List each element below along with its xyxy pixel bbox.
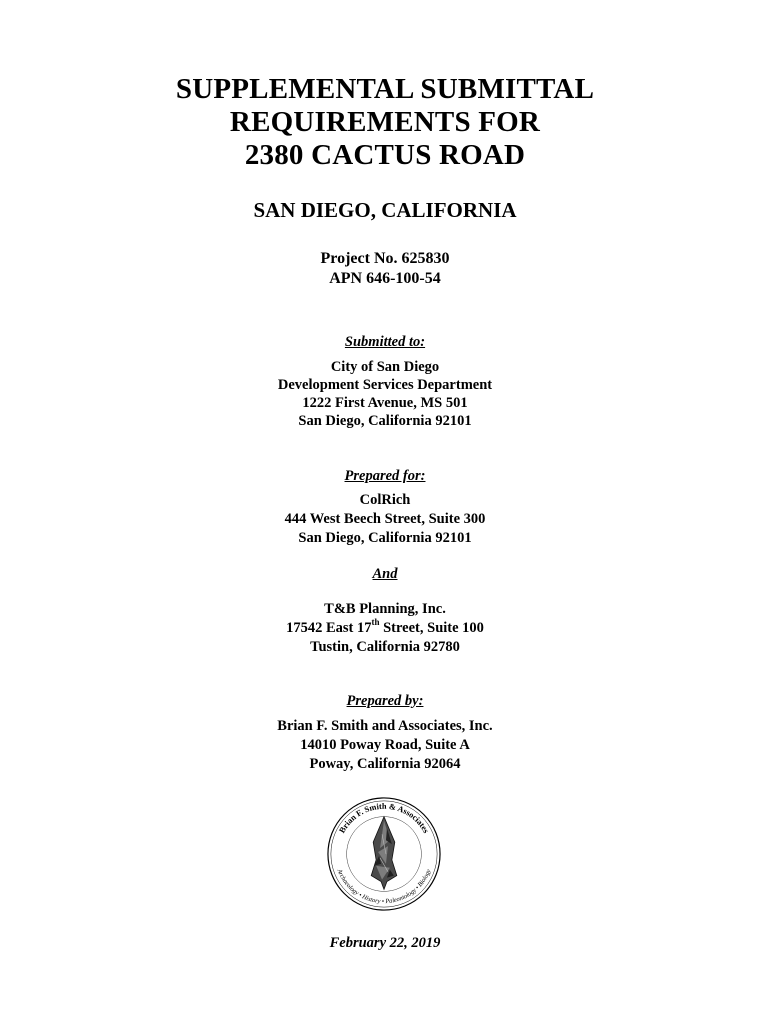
submitted-to-line: City of San Diego <box>330 359 440 375</box>
prepared-for-second-street <box>0 619 770 637</box>
project-number: Project No. 625830 <box>320 250 450 267</box>
prepared-for-line: 444 West Beech Street, Suite 300 <box>284 511 486 527</box>
submitted-to-line: 1222 First Avenue, MS 501 <box>302 395 468 411</box>
submitted-to-heading: Submitted to: <box>344 334 426 350</box>
location-subtitle: SAN DIEGO, CALIFORNIA <box>253 198 517 222</box>
apn-number: APN 646-100-54 <box>329 270 441 287</box>
prepared-by-line: Brian F. Smith and Associates, Inc. <box>277 718 493 734</box>
street-prefix: 17542 East 17 <box>286 620 372 636</box>
prepared-for-second-city: Tustin, California 92780 <box>310 639 460 655</box>
submitted-to-line: Development Services Department <box>277 377 493 393</box>
submitted-to-line: San Diego, California 92101 <box>298 413 472 429</box>
title-line-1: SUPPLEMENTAL SUBMITTAL <box>175 73 595 105</box>
prepared-by-line: 14010 Poway Road, Suite A <box>300 737 470 753</box>
svg-text:Archaeology • History • Paleon: Archaeology • History • Paleontology • Biology <box>335 868 433 906</box>
street-suffix: Street, Suite 100 <box>379 620 484 636</box>
and-heading: And <box>372 566 398 582</box>
prepared-by-heading: Prepared by: <box>346 693 424 709</box>
title-line-2: REQUIREMENTS FOR <box>229 106 541 138</box>
svg-text:Brian F. Smith & Associates: Brian F. Smith & Associates <box>337 801 431 835</box>
prepared-by-line: Poway, California 92064 <box>309 756 461 772</box>
street-superscript: th <box>371 617 380 628</box>
document-date: February 22, 2019 <box>329 935 441 951</box>
prepared-for-line: ColRich <box>359 492 411 508</box>
prepared-for-heading: Prepared for: <box>344 468 426 484</box>
title-line-3: 2380 CACTUS ROAD <box>244 139 526 171</box>
prepared-for-second-name: T&B Planning, Inc. <box>324 601 446 617</box>
company-seal-logo <box>325 795 443 913</box>
prepared-for-line: San Diego, California 92101 <box>298 530 472 546</box>
